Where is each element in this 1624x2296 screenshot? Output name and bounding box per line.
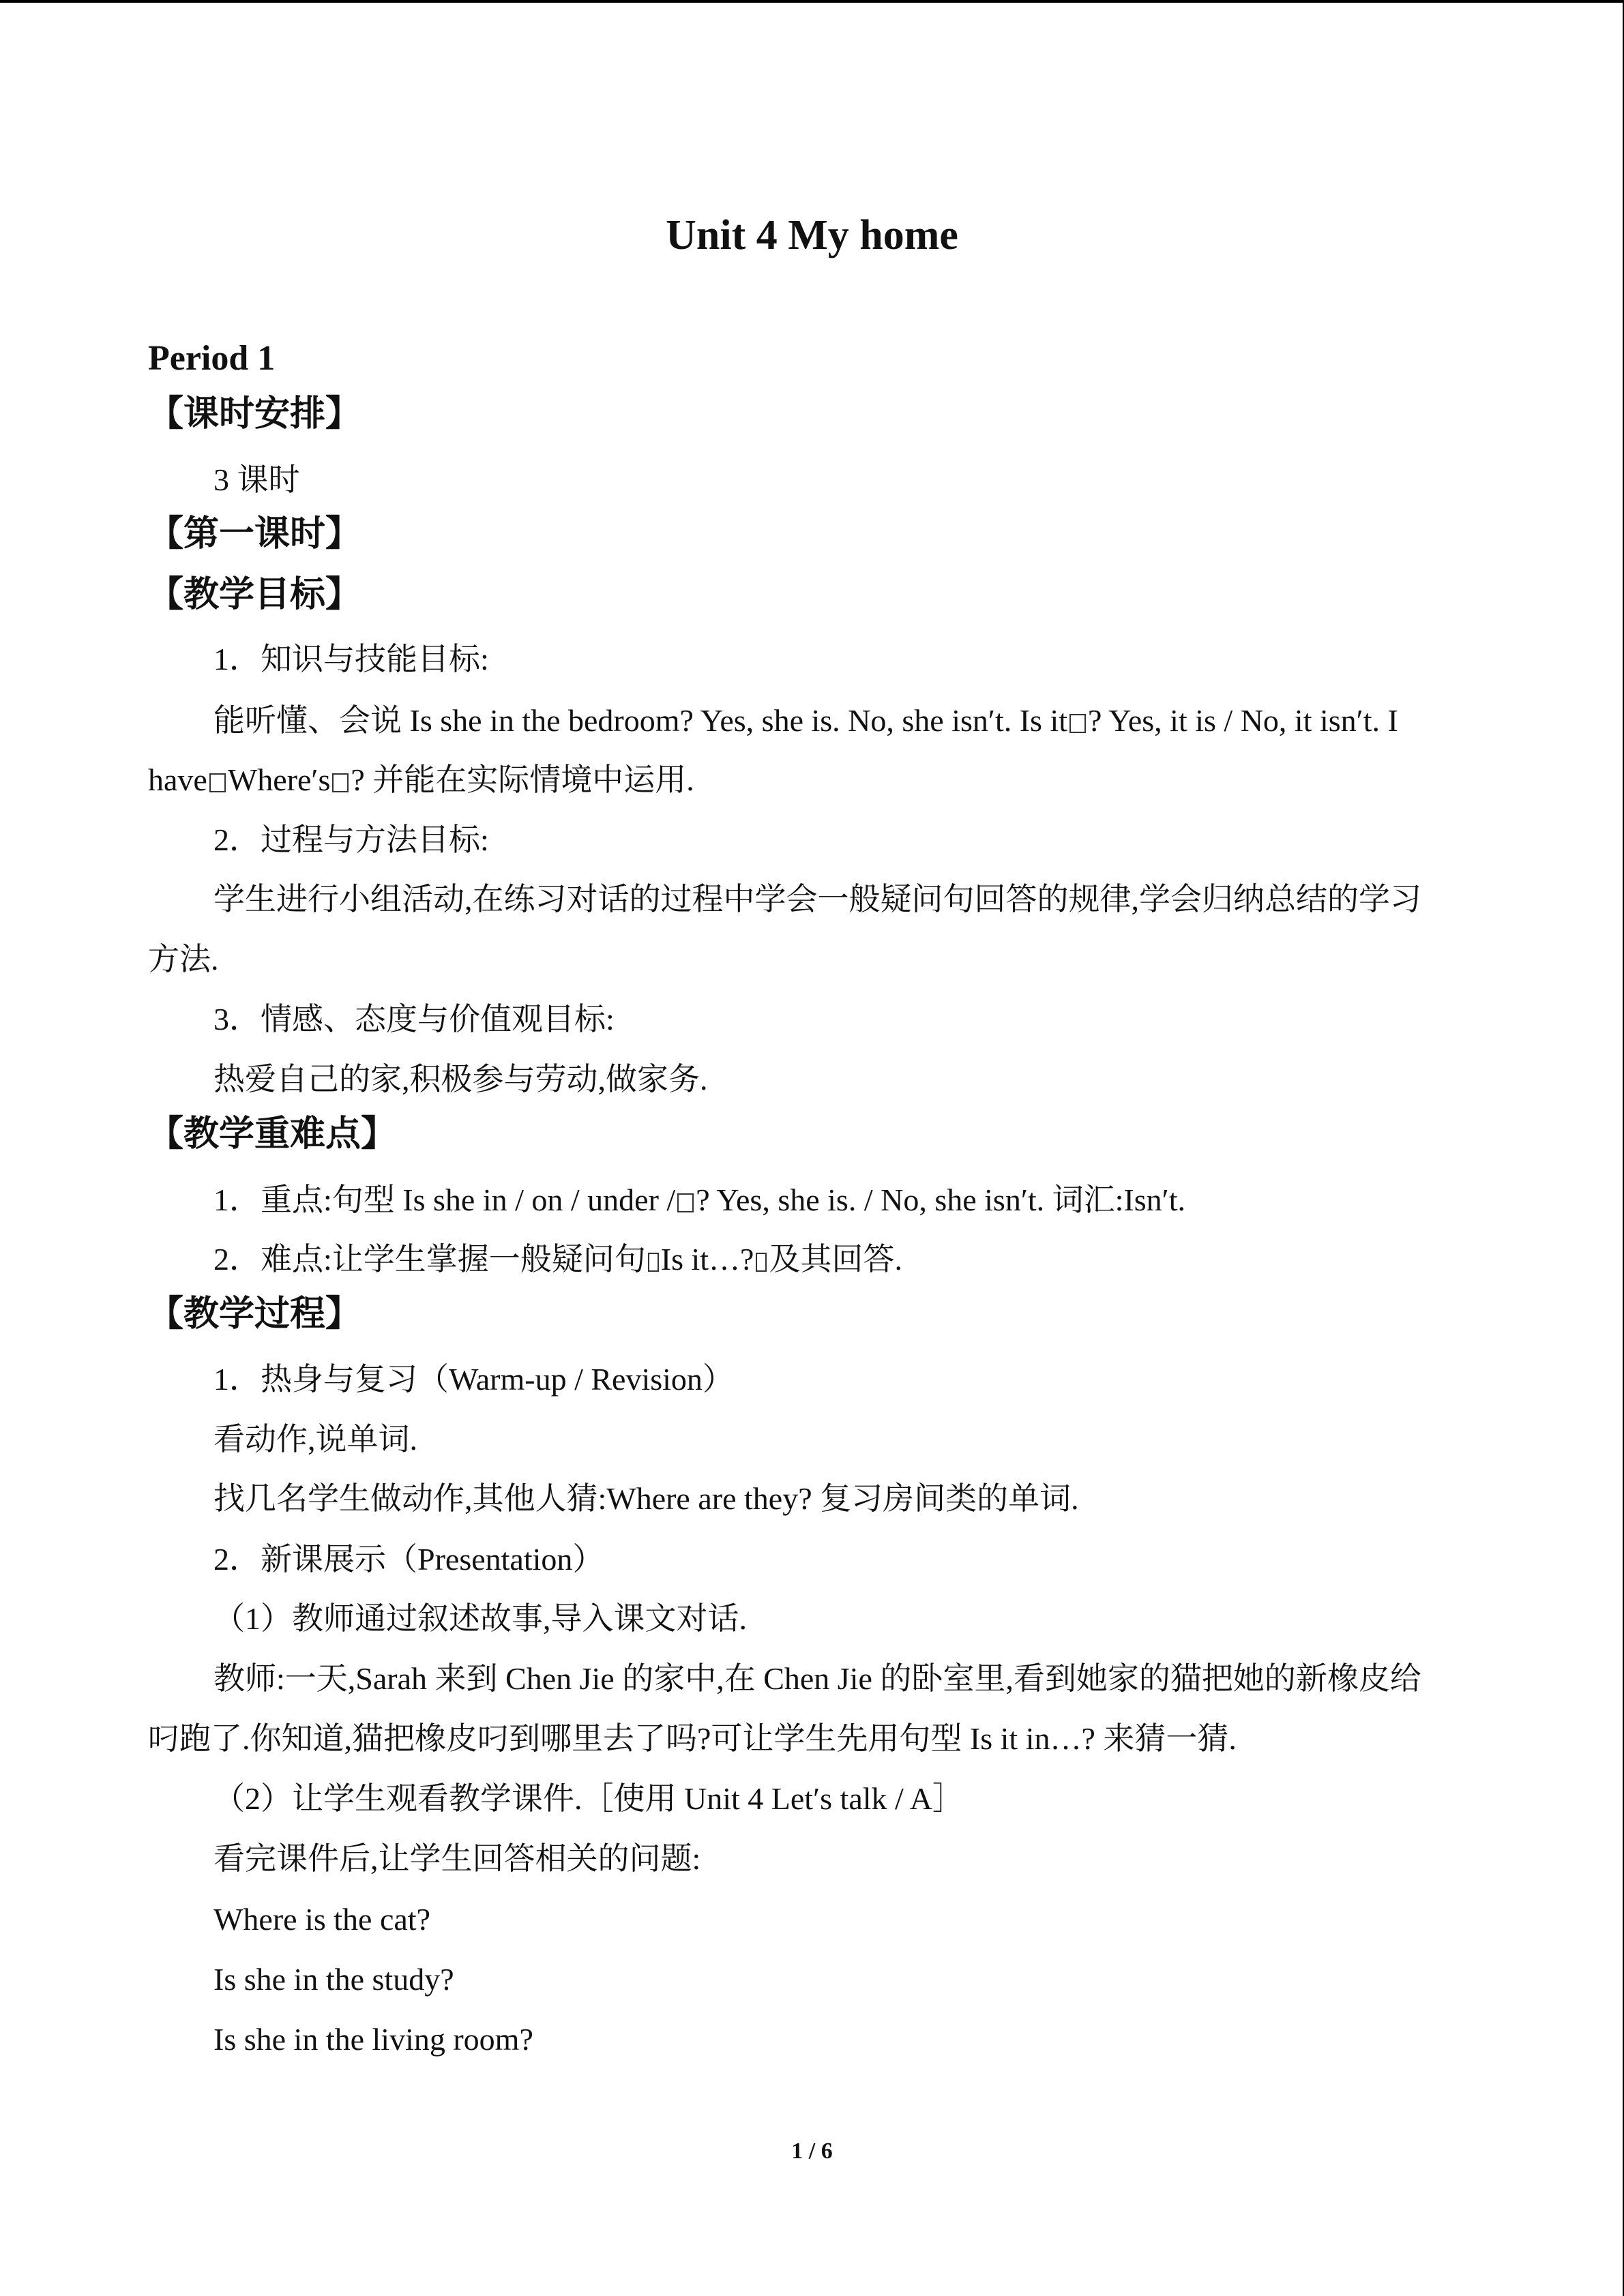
process-step-2: 2．新课展示（Presentation） (213, 1542, 604, 1577)
process-step-2b-line1: 教师:一天,Sarah 来到 Chen Jie 的家中,在 Chen Jie 的卧室里,看到她家的猫把她的新橡皮给 (213, 1661, 1421, 1696)
section-first-lesson: 【第一课时】 (148, 515, 361, 554)
goal-1-text-line2: have Where′s ? 并能在实际情境中运用. (148, 762, 694, 797)
goal-1-text-line1: 能听懂、会说 Is she in the bedroom? Yes, she is. No, she isn′t. Is it ? Yes, it is / No, it isn′t. I (213, 703, 1398, 738)
section-goals: 【教学目标】 (148, 576, 361, 614)
goal-3-text: 热爱自己的家,积极参与劳动,做家务. (213, 1062, 708, 1097)
question-1: Where is the cat? (213, 1902, 430, 1937)
placeholder-box (1069, 714, 1086, 733)
question-2: Is she in the study? (213, 1962, 454, 1997)
process-step-2e: 看完课件后,让学生回答相关的问题: (213, 1841, 701, 1876)
period-heading: Period 1 (148, 339, 276, 378)
placeholder-box (332, 773, 349, 792)
section-key-points: 【教学重难点】 (148, 1115, 397, 1154)
process-step-1b: 找几名学生做动作,其他人猜:Where are they? 复习房间类的单词. (213, 1481, 1079, 1516)
goal-2-heading: 2．过程与方法目标: (213, 822, 489, 857)
key-point-1: 1．重点:句型 Is she in / on / under / ? Yes, she is. / No, she isn′t. 词汇:Isn′t. (213, 1182, 1186, 1217)
process-step-1a: 看动作,说单词. (213, 1422, 417, 1457)
placeholder-box (756, 1253, 767, 1272)
process-step-2a: （1）教师通过叙述故事,导入课文对话. (213, 1601, 747, 1636)
hours-line: 3 课时 (213, 462, 300, 497)
process-step-2d: （2）让学生观看教学课件.［使用 Unit 4 Let′s talk / A］ (213, 1781, 964, 1816)
placeholder-box (677, 1193, 694, 1212)
process-step-1: 1．热身与复习（Warm-up / Revision） (213, 1362, 734, 1397)
process-step-2b-line2: 叼跑了.你知道,猫把橡皮叼到哪里去了吗?可让学生先用句型 Is it in…? 来猜一猜. (148, 1721, 1237, 1756)
goal-2-text-line2: 方法. (148, 942, 219, 976)
placeholder-box (648, 1253, 659, 1272)
goal-1-heading: 1．知识与技能目标: (213, 642, 489, 676)
placeholder-box (209, 773, 226, 792)
goal-3-heading: 3．情感、态度与价值观目标: (213, 1002, 615, 1037)
question-3: Is she in the living room? (213, 2022, 533, 2057)
section-process: 【教学过程】 (148, 1295, 361, 1334)
section-schedule: 【课时安排】 (148, 395, 361, 434)
key-point-2: 2．难点:让学生掌握一般疑问句 Is it…? 及其回答. (213, 1242, 902, 1277)
goal-2-text-line1: 学生进行小组活动,在练习对话的过程中学会一般疑问句回答的规律,学会归纳总结的学习 (213, 882, 1421, 916)
document-title: Unit 4 My home (666, 212, 958, 258)
page-number: 1 / 6 (791, 2138, 833, 2164)
